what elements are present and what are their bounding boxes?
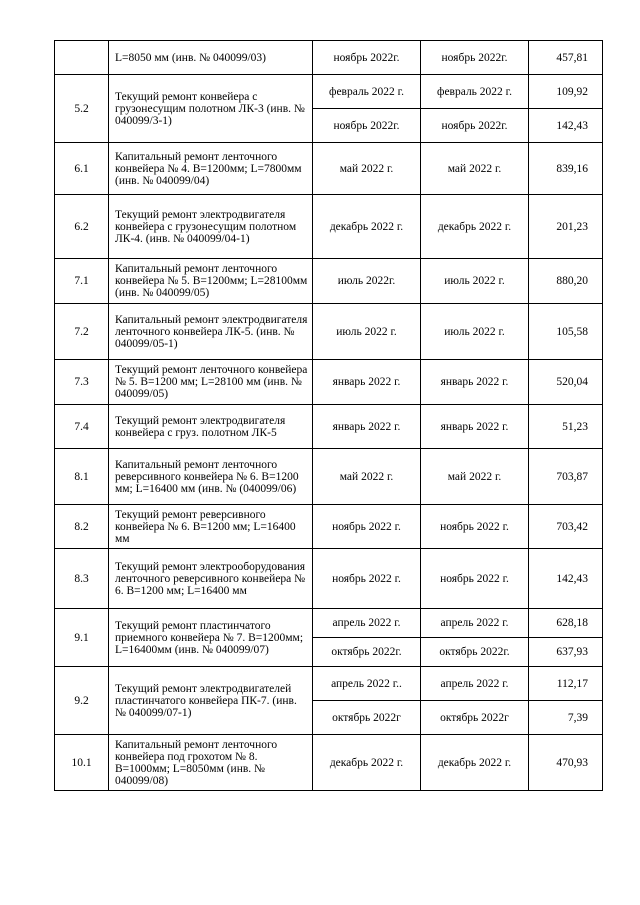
item-description: Текущий ремонт электродвигателей пластинчатого конвейера ПК-7. (инв. № 040099/07-1) [109,667,313,735]
cost-value: 880,20 [529,259,603,304]
item-number: 7.4 [55,405,109,449]
end-date: май 2022 г. [421,143,529,195]
table-row [55,360,603,405]
item-number: 6.2 [55,195,109,259]
end-date: апрель 2022 г. [421,609,529,638]
start-date: декабрь 2022 г. [313,195,421,259]
table-row [55,549,603,609]
item-description: Текущий ремонт электрооборудования ленточного реверсивного конвейера № 6. В=1200 мм; L=16400 мм [109,549,313,609]
item-description: Капитальный ремонт ленточного конвейера № 4. В=1200мм; L=7800мм (инв. № 040099/04) [109,143,313,195]
start-date: апрель 2022 г.. [313,667,421,701]
end-date: май 2022 г. [421,449,529,505]
start-date: ноябрь 2022 г. [313,505,421,549]
item-description: Текущий ремонт электродвигателя конвейера с груз. полотном ЛК-5 [109,405,313,449]
cost-value: 7,39 [529,701,603,735]
table-row [55,735,603,791]
item-number: 9.2 [55,667,109,735]
start-date: ноябрь 2022г. [313,109,421,143]
cost-value: 703,87 [529,449,603,505]
item-description: Текущий ремонт конвейера с грузонесущим полотном ЛК-3 (инв. № 040099/3-1) [109,75,313,143]
end-date: ноябрь 2022 г. [421,549,529,609]
item-description: Капитальный ремонт электродвигателя ленточного конвейера ЛК-5. (инв. № 040099/05-1) [109,304,313,360]
end-date: ноябрь 2022г. [421,109,529,143]
start-date: январь 2022 г. [313,360,421,405]
end-date: декабрь 2022 г. [421,195,529,259]
item-description: Текущий ремонт электродвигателя конвейера с грузонесущим полотном ЛК-4. (инв. № 040099/04-1) [109,195,313,259]
item-number: 7.1 [55,259,109,304]
cost-value: 457,81 [529,41,603,75]
repair-schedule-table [54,40,603,791]
end-date: ноябрь 2022г. [421,41,529,75]
start-date: октябрь 2022г. [313,638,421,667]
table-row [55,259,603,304]
item-description: Текущий ремонт пластинчатого приемного конвейера № 7. В=1200мм; L=16400мм (инв. № 040099/07) [109,609,313,667]
table-row [55,609,603,638]
cost-value: 142,43 [529,549,603,609]
item-description: Текущий ремонт ленточного конвейера № 5. В=1200 мм; L=28100 мм (инв. № 040099/05) [109,360,313,405]
end-date: июль 2022 г. [421,304,529,360]
cost-value: 470,93 [529,735,603,791]
item-number: 7.3 [55,360,109,405]
table-row [55,405,603,449]
item-description: Текущий ремонт реверсивного конвейера № 6. В=1200 мм; L=16400 мм [109,505,313,549]
cost-value: 112,17 [529,667,603,701]
item-description: Капитальный ремонт ленточного реверсивного конвейера № 6. В=1200 мм; L=16400 мм (инв. № (040099/06) [109,449,313,505]
item-number: 8.2 [55,505,109,549]
end-date: февраль 2022 г. [421,75,529,109]
table-row [55,143,603,195]
table-row [55,505,603,549]
start-date: декабрь 2022 г. [313,735,421,791]
end-date: ноябрь 2022 г. [421,505,529,549]
cost-value: 51,23 [529,405,603,449]
start-date: май 2022 г. [313,143,421,195]
start-date: октябрь 2022г [313,701,421,735]
end-date: июль 2022 г. [421,259,529,304]
cost-value: 201,23 [529,195,603,259]
cost-value: 105,58 [529,304,603,360]
start-date: январь 2022 г. [313,405,421,449]
table-row [55,667,603,701]
item-number: 9.1 [55,609,109,667]
item-description: L=8050 мм (инв. № 040099/03) [109,41,313,75]
item-description: Капитальный ремонт ленточного конвейера № 5. В=1200мм; L=28100мм (инв. № 040099/05) [109,259,313,304]
start-date: ноябрь 2022 г. [313,549,421,609]
end-date: декабрь 2022 г. [421,735,529,791]
item-number: 7.2 [55,304,109,360]
item-number: 8.3 [55,549,109,609]
item-number [55,41,109,75]
start-date: февраль 2022 г. [313,75,421,109]
cost-value: 628,18 [529,609,603,638]
end-date: январь 2022 г. [421,360,529,405]
cost-value: 637,93 [529,638,603,667]
cost-value: 142,43 [529,109,603,143]
start-date: май 2022 г. [313,449,421,505]
item-number: 10.1 [55,735,109,791]
cost-value: 703,42 [529,505,603,549]
end-date: апрель 2022 г. [421,667,529,701]
table-body [55,41,603,791]
end-date: январь 2022 г. [421,405,529,449]
start-date: июль 2022 г. [313,304,421,360]
item-number: 5.2 [55,75,109,143]
item-description: Капитальный ремонт ленточного конвейера под грохотом № 8. В=1000мм; L=8050мм (инв. № 040099/08) [109,735,313,791]
table-row [55,41,603,75]
table-row [55,304,603,360]
item-number: 6.1 [55,143,109,195]
start-date: ноябрь 2022г. [313,41,421,75]
table-row [55,449,603,505]
start-date: апрель 2022 г. [313,609,421,638]
end-date: октябрь 2022г. [421,638,529,667]
item-number: 8.1 [55,449,109,505]
start-date: июль 2022г. [313,259,421,304]
end-date: октябрь 2022г [421,701,529,735]
cost-value: 109,92 [529,75,603,109]
cost-value: 839,16 [529,143,603,195]
table-row [55,75,603,109]
cost-value: 520,04 [529,360,603,405]
table-row [55,195,603,259]
